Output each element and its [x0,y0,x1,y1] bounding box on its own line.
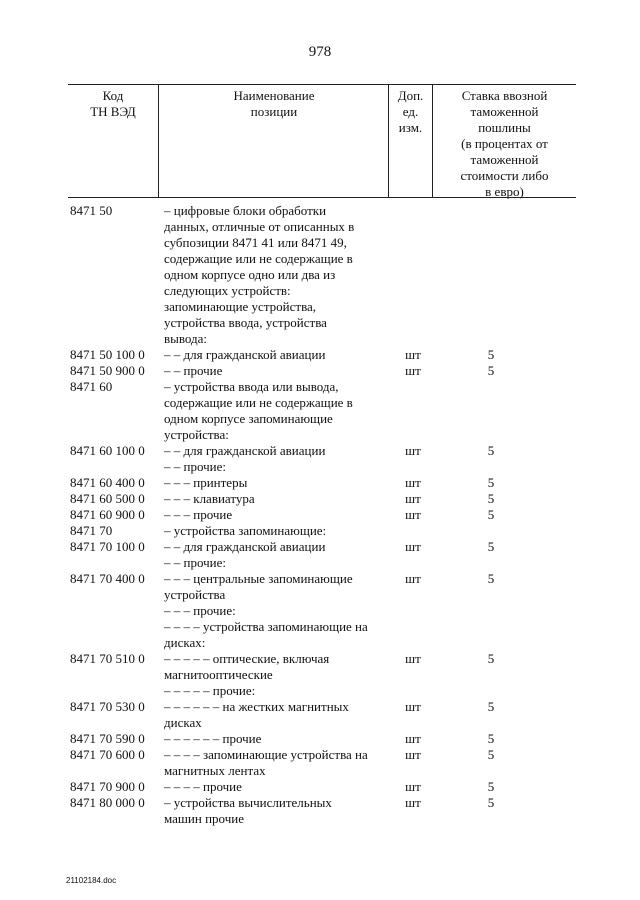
row-code: 8471 70 600 0 [70,747,145,762]
header-rate: Ставка ввозной таможенной пошлины (в процентах от таможенной стоимости либо в евро) [460,88,549,199]
row-unit: шт [405,651,421,666]
row-rate: 5 [487,747,495,762]
row-name: – – – – запоминающие устройства на магнитных лентах [164,747,368,778]
row-unit: шт [405,347,421,362]
row-code: 8471 50 [70,203,113,218]
table-row [0,539,640,555]
row-code: 8471 50 100 0 [70,347,145,362]
table-row [0,651,640,683]
row-name: – устройства ввода или вывода, содержащие или не содержащие в одном корпусе запоминающие устройства: [164,379,353,442]
row-name: – – для гражданской авиации [164,539,326,554]
footer-filename: 21102184.doc [66,876,117,885]
header-unit: Доп. ед. изм. [397,88,424,135]
row-unit: шт [405,539,421,554]
table-row [0,379,640,443]
row-name: – – – – прочие [164,779,242,794]
table-row [0,459,640,475]
row-code: 8471 70 900 0 [70,779,145,794]
row-unit: шт [405,507,421,522]
row-unit: шт [405,795,421,810]
row-unit: шт [405,779,421,794]
row-rate: 5 [487,795,495,810]
table-row [0,683,640,699]
row-rate: 5 [487,491,495,506]
row-code: 8471 70 [70,523,113,538]
row-rate: 5 [487,699,495,714]
table-row [0,507,640,523]
row-rate: 5 [487,347,495,362]
row-name: – – – прочие: [164,603,236,618]
row-name: – устройства вычислительных машин прочие [164,795,332,826]
table-row [0,347,640,363]
row-unit: шт [405,475,421,490]
row-rate: 5 [487,731,495,746]
table-row [0,523,640,539]
row-name: – – для гражданской авиации [164,347,326,362]
row-code: 8471 60 900 0 [70,507,145,522]
header-name: Наименование позиции [233,88,315,119]
row-unit: шт [405,363,421,378]
row-unit: шт [405,747,421,762]
row-rate: 5 [487,443,495,458]
row-code: 8471 70 530 0 [70,699,145,714]
row-unit: шт [405,491,421,506]
table-row [0,603,640,619]
table-row [0,203,640,347]
table-row [0,795,640,827]
table-row [0,443,640,459]
column-divider [158,84,159,197]
tariff-table-body [0,203,640,827]
table-row [0,363,640,379]
header-top-rule [68,84,576,85]
row-unit: шт [405,731,421,746]
row-code: 8471 70 100 0 [70,539,145,554]
row-code: 8471 70 510 0 [70,651,145,666]
row-name: – – – – – прочие: [164,683,256,698]
page-number: 978 [308,44,332,60]
table-row [0,779,640,795]
row-name: – – – – – – на жестких магнитных дисках [164,699,349,730]
row-code: 8471 60 [70,379,113,394]
table-row [0,619,640,651]
table-row [0,475,640,491]
row-code: 8471 50 900 0 [70,363,145,378]
row-rate: 5 [487,539,495,554]
table-row [0,571,640,603]
row-name: – – – принтеры [164,475,248,490]
header-code: Код ТН ВЭД [90,88,136,119]
row-code: 8471 80 000 0 [70,795,145,810]
table-row [0,699,640,731]
row-name: – – – центральные запоминающие устройства [164,571,353,602]
row-name: – – для гражданской авиации [164,443,326,458]
header-bottom-rule [68,197,576,198]
row-code: 8471 70 590 0 [70,731,145,746]
row-name: – – прочие [164,363,223,378]
row-name: – – – – устройства запоминающие на дисках: [164,619,368,650]
row-rate: 5 [487,779,495,794]
row-rate: 5 [487,651,495,666]
row-name: – цифровые блоки обработки данных, отличные от описанных в субпозиции 8471 41 или 8471 49, содержащие или не содержащие в одном корпусе одно или два из следующих устройств: запоминающие устройства, устройства ввода, устройства вывода: [164,203,355,346]
row-name: – – прочие: [164,459,226,474]
row-name: – – – – – оптические, включая магнитооптические [164,651,330,682]
row-name: – – прочие: [164,555,226,570]
table-row [0,555,640,571]
row-code: 8471 60 100 0 [70,443,145,458]
row-code: 8471 70 400 0 [70,571,145,586]
row-name: – – – – – – прочие [164,731,262,746]
row-rate: 5 [487,571,495,586]
row-name: – устройства запоминающие: [164,523,327,538]
table-row [0,731,640,747]
row-unit: шт [405,443,421,458]
row-name: – – – прочие [164,507,233,522]
row-code: 8471 60 400 0 [70,475,145,490]
row-unit: шт [405,699,421,714]
table-row [0,491,640,507]
row-name: – – – клавиатура [164,491,255,506]
row-rate: 5 [487,363,495,378]
table-row [0,747,640,779]
row-unit: шт [405,571,421,586]
row-rate: 5 [487,507,495,522]
row-code: 8471 60 500 0 [70,491,145,506]
row-rate: 5 [487,475,495,490]
